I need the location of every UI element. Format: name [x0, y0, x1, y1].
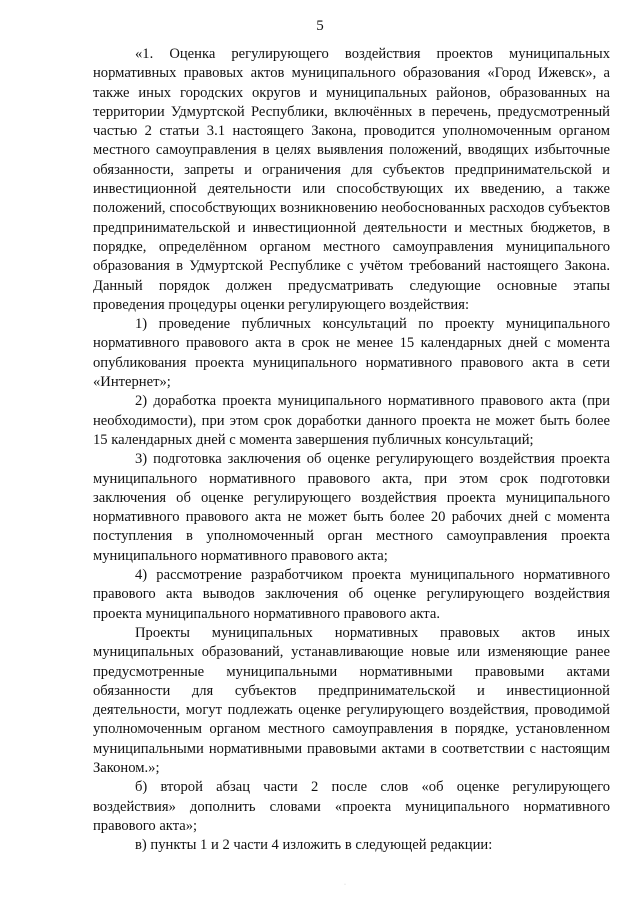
paragraph-amendment-v: в) пункты 1 и 2 части 4 изложить в следующей редакции:: [135, 837, 493, 854]
list-item-4: 4) рассмотрение разработчиком проекта муниципального нормативного правового акта выводов заключения об оценке регулирующего воздействия проекта муниципального нормативного правового акта.: [93, 567, 610, 622]
scan-speck: ·: [344, 882, 346, 888]
paragraph-intro: «1. Оценка регулирующего воздействия проектов муниципальных нормативных правовых актов муниципального образования «Город Ижевск», а также иных городских округов и муниципальных районов, образованных на территории Удмуртской Республики, включённых в перечень, предусмотренный частью 2 статьи 3.1 настоящего Закона, проводится уполномоченным органом местного самоуправления в целях выявления положений, вводящих избыточные обязанности, запреты и ограничения для субъектов предпринимательской и инвестиционной деятельности или способствующих их введению, а также положений, способствующих возникновению необоснованных расходов субъектов предпринимательской и инвестиционной деятельности и местных бюджетов, в порядке, определённом органом местного самоуправления муниципального образования в Удмуртской Республике с учётом требований настоящего Закона. Данный порядок должен предусматривать следующие основные этапы проведения процедуры оценки регулирующего воздействия:: [93, 46, 610, 313]
paragraph-other-municipalities: Проекты муниципальных нормативных правовых актов иных муниципальных образований, устанавливающие новые или изменяющие ранее предусмотренные муниципальными нормативными правовыми актами обязанности для субъектов предпринимательской и инвестиционной деятельности, могут подлежать оценке регулирующего воздействия, проводимой уполномоченным органом местного самоуправления в порядке, установленном муниципальными нормативными правовыми актами в соответствии с настоящим Законом.»;: [93, 624, 610, 776]
document-body: [93, 45, 610, 855]
paragraph-amendment-b: б) второй абзац части 2 после слов «об оценке регулирующего воздействия» дополнить словами «проекта муниципального нормативного правового акта»;: [93, 779, 610, 834]
list-item-1: 1) проведение публичных консультаций по проекту муниципального нормативного правового акта в срок не менее 15 календарных дней с момента опубликования проекта муниципального нормативного правового акта в сети «Интернет»;: [93, 316, 610, 391]
page-number: 5: [316, 18, 324, 34]
list-item-2: 2) доработка проекта муниципального нормативного правового акта (при необходимости), при этом срок доработки данного проекта не может быть более 15 календарных дней с момента завершения публичных консультаций;: [93, 393, 610, 448]
list-item-3: 3) подготовка заключения об оценке регулирующего воздействия проекта муниципального нормативного правового акта, при этом срок подготовки заключения об оценке регулирующего воздействия проекта муниципального нормативного правового акта не может быть более 20 рабочих дней с момента поступления в уполномоченный орган местного самоуправления проекта муниципального нормативного правового акта;: [93, 451, 610, 564]
